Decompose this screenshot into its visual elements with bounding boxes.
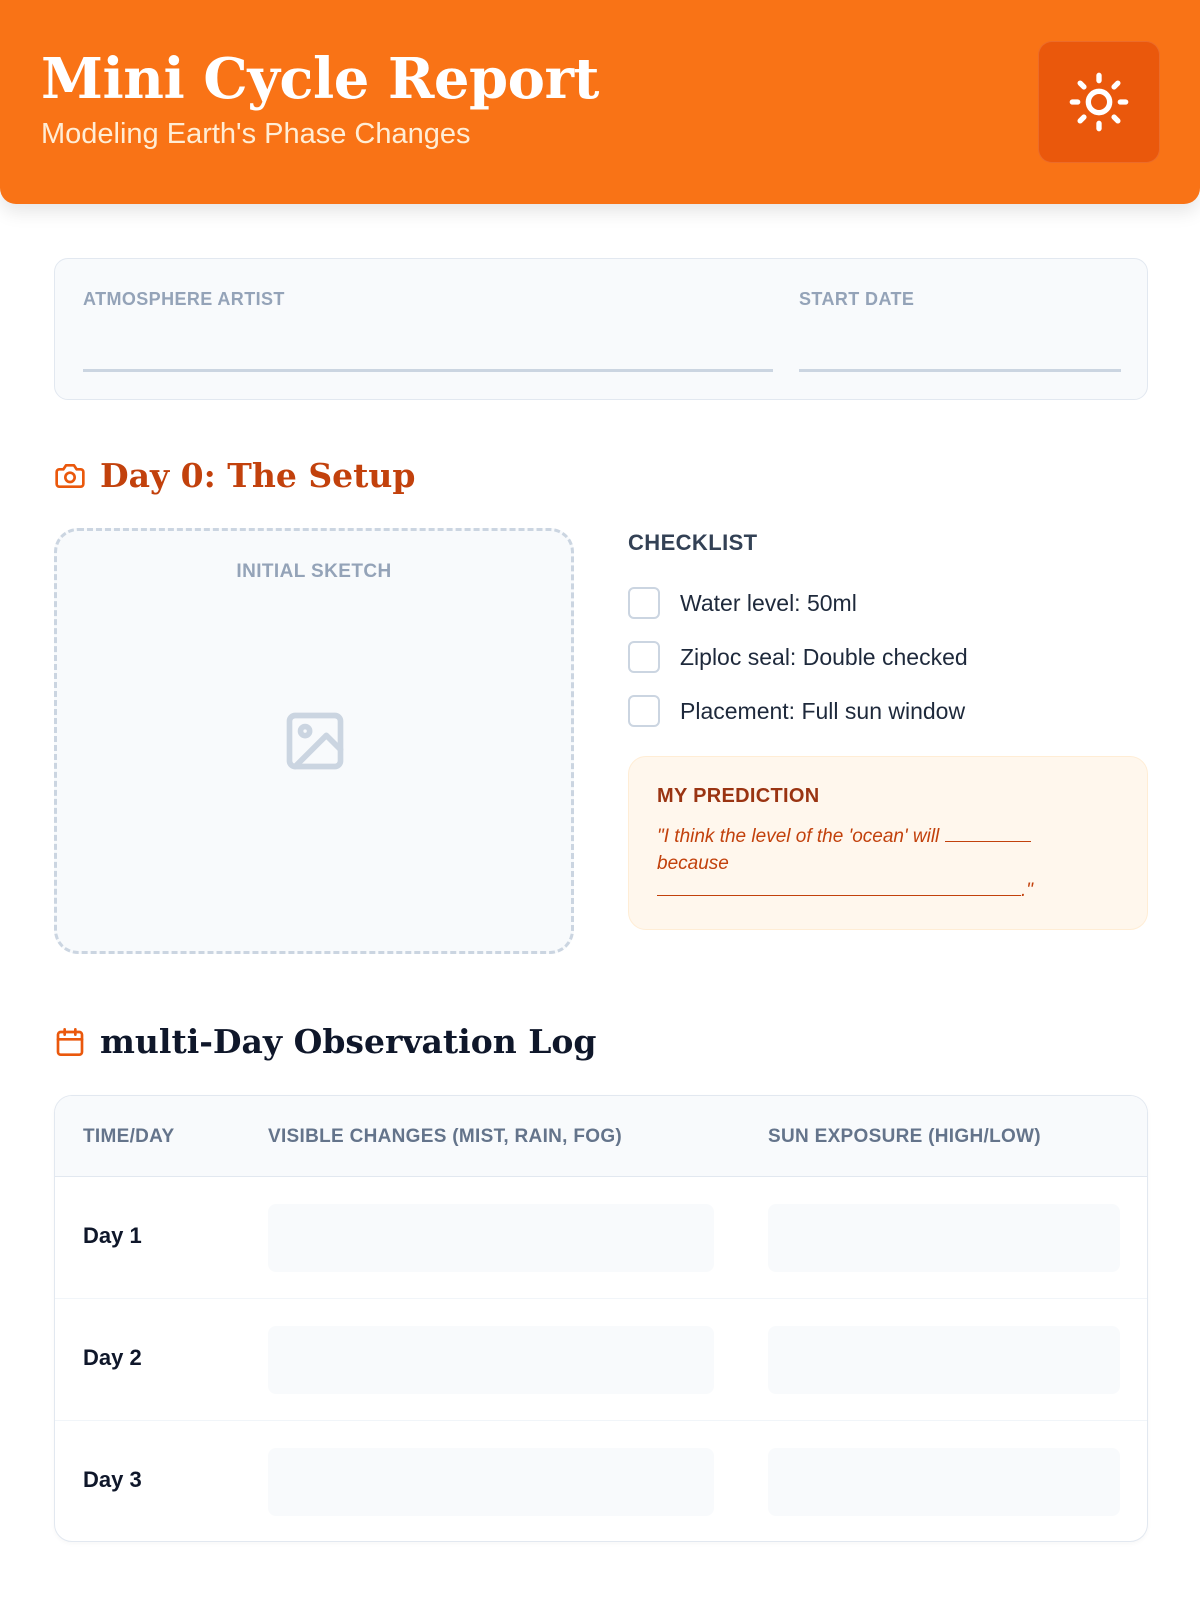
changes-input[interactable] [268,1326,714,1394]
sun-exposure-input[interactable] [768,1326,1120,1394]
prediction-text-3: ." [1021,880,1034,901]
page-subtitle: Modeling Earth's Phase Changes [41,118,471,150]
checklist-item-label: Ziploc seal: Double checked [680,643,968,670]
setup-section-title [54,456,415,495]
checkbox[interactable] [628,695,660,727]
report-header [0,0,1200,204]
start-date-label: START DATE [799,289,915,309]
artist-input[interactable] [83,321,773,369]
checklist-title: CHECKLIST [628,530,758,555]
checklist-item-label: Water level: 50ml [680,589,857,616]
prediction-card [628,756,1148,930]
image-placeholder-icon [281,707,349,775]
sketch-label: INITIAL SKETCH [236,561,392,582]
checklist-item[interactable] [628,587,857,619]
column-header-changes: VISIBLE CHANGES (MIST, RAIN, FOG) [268,1126,623,1147]
start-date-underline [799,369,1121,372]
checkbox[interactable] [628,641,660,673]
table-row [55,1421,1147,1542]
checklist-item[interactable] [628,695,965,727]
prediction-blank-2[interactable] [657,878,1021,896]
report-meta-card [54,258,1148,400]
prediction-blank-1[interactable] [945,824,1031,842]
camera-icon [54,460,86,492]
sun-button[interactable] [1038,41,1160,163]
prediction-text-2: because [657,853,729,874]
page-title: Mini Cycle Report [41,46,599,112]
artist-label: ATMOSPHERE ARTIST [83,289,285,309]
setup-title-text: Day 0: The Setup [100,456,416,495]
checkbox[interactable] [628,587,660,619]
sun-exposure-input[interactable] [768,1204,1120,1272]
calendar-icon [54,1026,86,1058]
log-title-text: multi-Day Observation Log [100,1022,597,1061]
sun-icon [1067,70,1131,134]
column-header-time: TIME/DAY [83,1126,175,1147]
changes-input[interactable] [268,1204,714,1272]
initial-sketch-area[interactable] [54,528,574,954]
table-header [55,1096,1147,1177]
changes-input[interactable] [268,1448,714,1516]
table-row [55,1177,1147,1299]
row-day-label: Day 1 [83,1223,142,1248]
sun-exposure-input[interactable] [768,1448,1120,1516]
prediction-prompt[interactable] [657,823,1097,904]
prediction-label: MY PREDICTION [657,785,820,807]
artist-underline [83,369,773,372]
column-header-sun: SUN EXPOSURE (HIGH/LOW) [768,1126,1041,1147]
log-section-title [54,1022,596,1061]
row-day-label: Day 2 [83,1345,142,1370]
checklist-item[interactable] [628,641,968,673]
prediction-text-1: "I think the level of the 'ocean' will [657,826,940,847]
start-date-input[interactable] [799,321,1121,369]
row-day-label: Day 3 [83,1467,142,1492]
table-row [55,1299,1147,1421]
observation-table [54,1095,1148,1542]
checklist-item-label: Placement: Full sun window [680,697,966,724]
